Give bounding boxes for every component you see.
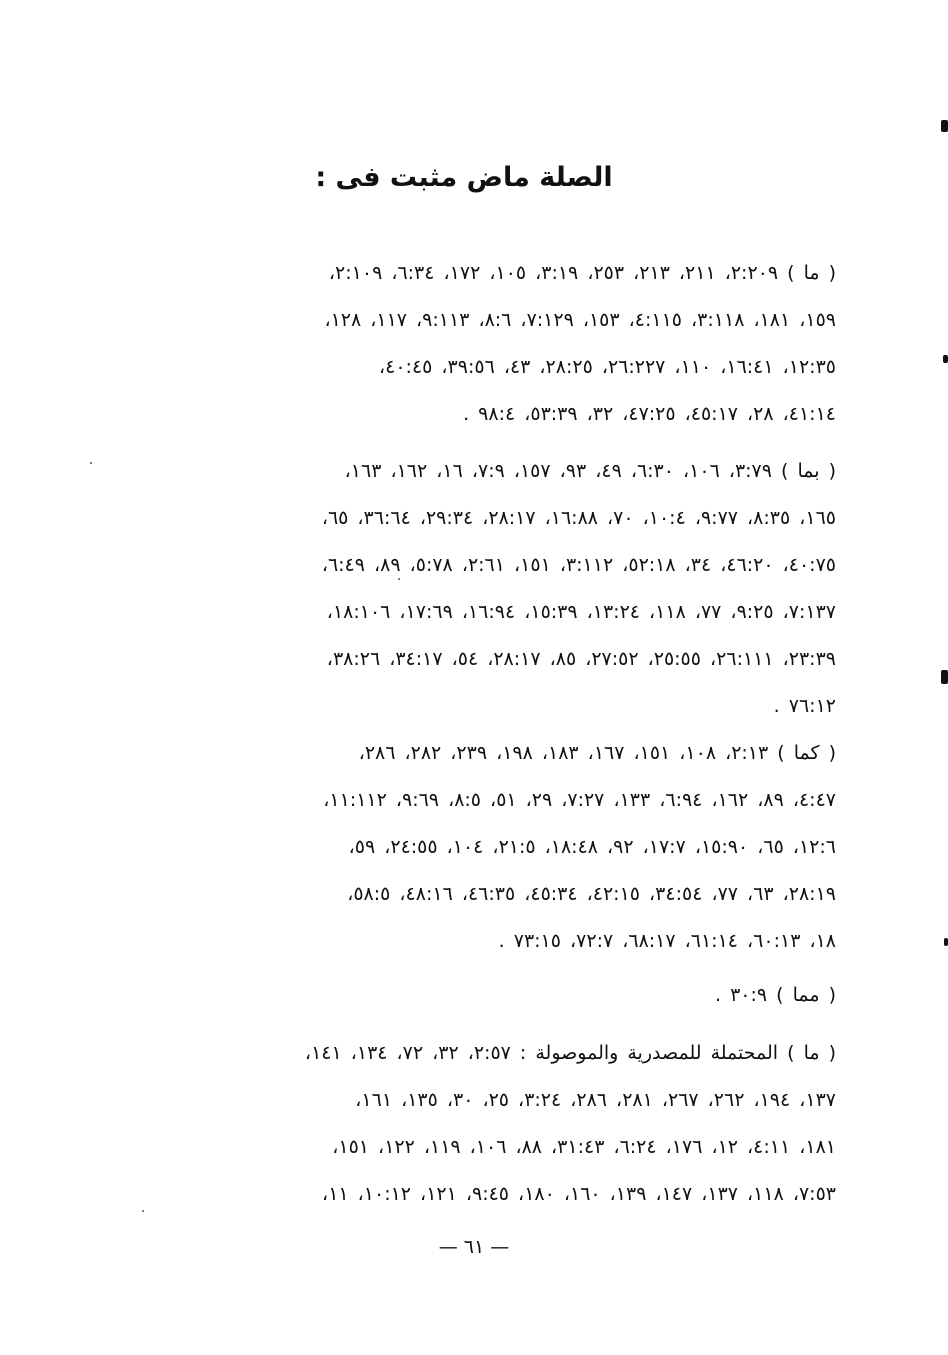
scan-speck (398, 578, 400, 580)
scan-edge-mark (941, 120, 948, 132)
text-line: ٤:٤٧، ٨٩، ١٦٢، ٦:٩٤، ١٣٣، ٧:٢٧، ٢٩، ٥١، ٨:٥، ٩:٦٩، ١١:١١٢، (323, 789, 836, 811)
text-line: ٧٦:١٢ . (773, 695, 836, 717)
paragraph-bima (114, 448, 836, 730)
text-line: ١٦٥، ٨:٣٥، ٩:٧٧، ١٠:٤، ٧٠، ١٦:٨٨، ٢٨:١٧، ٢٩:٣٤، ٣٦:٦٤، ٦٥، (321, 507, 836, 529)
text-line: ١٢:٣٥، ١٦:٤١، ١١٠، ٢٦:٢٢٧، ٢٨:٢٥، ٤٣، ٣٩:٥٦، ٤٠:٤٥، (379, 356, 836, 378)
paragraph-ma-ambiguous (114, 1030, 836, 1218)
scan-speck (90, 462, 92, 464)
text-line: ٧:٥٣، ١١٨، ١٣٧، ١٤٧، ١٣٩، ١٦٠، ١٨٠، ٩:٤٥، ١٢١، ١٠:١٢، ١١، (322, 1183, 836, 1205)
paragraph-ma (114, 250, 836, 438)
text-line: ١٢:٦، ٦٥، ١٥:٩٠، ١٧:٧، ٩٢، ١٨:٤٨، ٢١:٥، ١٠٤، ٢٤:٥٥، ٥٩، (348, 836, 836, 858)
text-line: ٧:١٣٧، ٩:٢٥، ٧٧، ١١٨، ١٣:٢٤، ١٥:٣٩، ١٦:٩٤، ١٧:٦٩، ١٨:١٠٦، (326, 601, 836, 623)
paragraph-kama (114, 730, 836, 965)
text-line: ( ما ) المحتملة للمصدرية والموصولة : ٢:٥٧، ٣٢، ٧٢، ١٣٤، ١٤١، (304, 1042, 836, 1064)
text-line: ١٣٧، ١٩٤، ٢٦٢، ٢٦٧، ٢٨١، ٢٨٦، ٣:٢٤، ٢٥، ٣٠، ١٣٥، ١٦١، (355, 1089, 836, 1111)
text-line: ( مما ) ٣٠:٩ . (714, 984, 836, 1006)
text-line: ( ما ) ٢:٢٠٩، ٢١١، ٢١٣، ٢٥٣، ٣:١٩، ١٠٥، ١٧٢، ٦:٣٤، ٢:١٠٩، (328, 262, 836, 284)
scan-edge-mark (944, 938, 948, 946)
text-line: ( كما ) ٢:١٣، ١٠٨، ١٥١، ١٦٧، ١٨٣، ١٩٨، ٢٣٩، ٢٨٢، ٢٨٦، (358, 742, 836, 764)
page-title: الصلة ماض مثبت فى : (315, 162, 613, 193)
text-line: ١٨، ٦٠:١٣، ٦١:١٤، ٦٨:١٧، ٧٢:٧، ٧٣:١٥ . (498, 930, 836, 952)
text-line: ( بما ) ٣:٧٩، ١٠٦، ٦:٣٠، ٤٩، ٩٣، ١٥٧، ٧:٩، ١٦، ١٦٢، ١٦٣، (344, 460, 836, 482)
text-line: ٢٨:١٩، ٦٣، ٧٧، ٣٤:٥٤، ٤٢:١٥، ٤٥:٣٤، ٤٦:٣٥، ٤٨:١٦، ٥٨:٥، (347, 883, 836, 905)
page-number: — ٦١ — (438, 1236, 510, 1258)
scan-speck (142, 1210, 144, 1212)
paragraph-mimma (114, 972, 836, 1019)
text-line: ٢٣:٣٩، ٢٦:١١١، ٢٥:٥٥، ٢٧:٥٢، ٨٥، ٢٨:١٧، ٥٤، ٣٤:١٧، ٣٨:٢٦، (326, 648, 836, 670)
text-line: ١٨١، ٤:١١، ١٢، ١٧٦، ٦:٢٤، ٣١:٤٣، ٨٨، ١٠٦، ١١٩، ١٢٢، ١٥١، (332, 1136, 836, 1158)
scan-edge-mark (943, 355, 948, 363)
text-line: ٤٠:٧٥، ٤٦:٢٠، ٣٤، ٥٢:١٨، ٣:١١٢، ١٥١، ٢:٦١، ٥:٧٨، ٨٩، ٦:٤٩، (321, 554, 836, 576)
scan-edge-mark (941, 670, 948, 684)
text-line: ٤١:١٤، ٢٨، ٤٥:١٧، ٤٧:٢٥، ٣٢، ٥٣:٣٩، ٩٨:٤ . (463, 403, 836, 425)
text-line: ١٥٩، ١٨١، ٣:١١٨، ٤:١١٥، ١٥٣، ٧:١٢٩، ٨:٦، ٩:١١٣، ١١٧، ١٢٨، (324, 309, 836, 331)
